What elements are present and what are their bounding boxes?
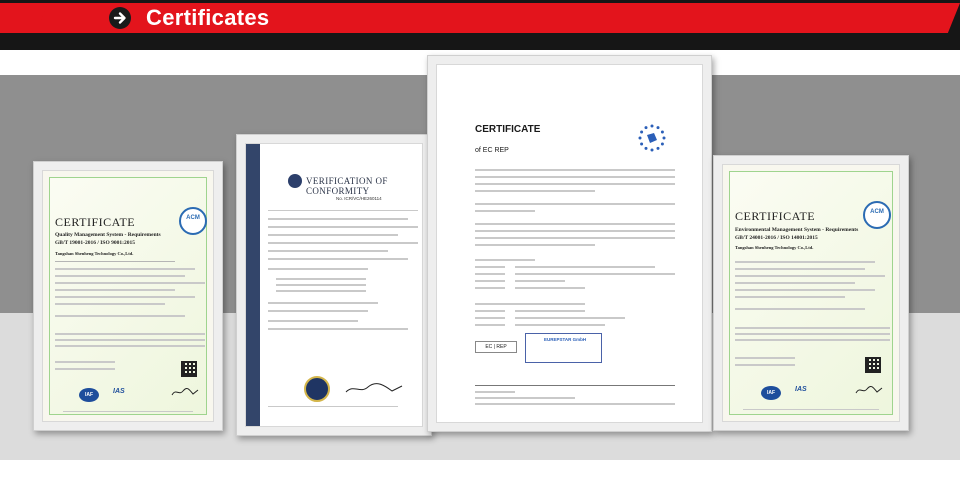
iaf-logo-icon: IAF <box>79 388 99 402</box>
detail-line <box>55 282 205 284</box>
detail-line <box>268 320 358 322</box>
detail-line <box>55 296 195 298</box>
detail-line <box>55 268 195 270</box>
detail-line <box>63 411 193 412</box>
certificate-title: VERIFICATION OF CONFORMITY <box>306 176 388 196</box>
detail-line <box>735 339 890 341</box>
detail-line <box>55 275 185 277</box>
certificate-side-band <box>246 144 260 426</box>
detail-line <box>735 327 890 329</box>
detail-line <box>475 203 675 205</box>
ec-rep-certificate-frame[interactable] <box>427 55 712 432</box>
detail-line <box>735 364 795 366</box>
verification-logo-icon <box>288 174 302 188</box>
detail-line <box>276 284 366 286</box>
detail-line <box>268 210 418 211</box>
detail-line <box>743 409 879 410</box>
detail-line <box>475 391 515 393</box>
detail-line <box>276 278 366 280</box>
signature-icon <box>171 387 199 397</box>
certificate-scheme: Environmental Management System - Requirements <box>735 227 859 233</box>
certificate-title: CERTIFICATE <box>475 124 541 135</box>
detail-line <box>55 368 115 370</box>
detail-line <box>735 296 845 298</box>
iaf-logo-icon: IAF <box>761 386 781 400</box>
detail-line <box>268 242 418 244</box>
detail-line <box>515 317 625 319</box>
detail-line <box>475 324 505 326</box>
acm-badge-icon: ACM <box>863 201 891 229</box>
quality-certificate-frame[interactable] <box>33 161 223 431</box>
detail-line <box>268 268 368 270</box>
detail-line <box>268 302 378 304</box>
arrow-right-circle-icon <box>109 7 131 29</box>
detail-line <box>515 310 585 312</box>
certificate-scheme: Quality Management System - Requirements <box>55 232 161 238</box>
detail-line <box>475 244 595 246</box>
certificate-title: CERTIFICATE <box>735 209 816 223</box>
eu-stars-icon <box>637 123 667 153</box>
detail-line <box>55 333 205 335</box>
detail-line <box>268 328 408 330</box>
detail-line <box>515 266 655 268</box>
verification-certificate-frame[interactable] <box>236 134 432 436</box>
environmental-certificate-frame[interactable] <box>713 155 909 431</box>
detail-line <box>276 290 366 292</box>
detail-line <box>515 324 605 326</box>
detail-line <box>735 308 865 310</box>
detail-line <box>735 268 865 270</box>
verification-certificate-paper <box>245 143 423 427</box>
section-banner <box>0 0 960 52</box>
detail-line <box>268 218 408 220</box>
certificate-holder: Tangshan Shenheng Technology Co.,Ltd. <box>735 245 814 250</box>
detail-line <box>475 287 505 289</box>
ec-rep-certificate-paper <box>436 64 703 423</box>
eurepstar-logo-icon: EUREPSTAR GmbH <box>525 333 602 363</box>
footer-divider <box>475 385 675 386</box>
detail-line <box>475 169 675 171</box>
environmental-certificate-paper <box>722 164 900 422</box>
page-title: Certificates <box>146 5 270 30</box>
detail-line <box>475 230 675 232</box>
detail-line <box>268 250 388 252</box>
detail-line <box>475 190 595 192</box>
detail-line <box>475 397 575 399</box>
detail-line <box>475 280 505 282</box>
detail-line <box>268 406 398 407</box>
signature-icon <box>855 385 883 395</box>
certificate-holder: Tangshan Shenheng Technology Co.,Ltd. <box>55 251 134 256</box>
ias-logo-icon: IAS <box>113 388 125 395</box>
detail-line <box>475 317 505 319</box>
certificate-subtitle: of EC REP <box>475 147 509 154</box>
detail-line <box>268 226 418 228</box>
certificate-standard: GB/T 19001-2016 / ISO 9001:2015 <box>55 240 135 246</box>
detail-line <box>268 258 408 260</box>
signature-icon <box>344 382 404 396</box>
detail-line <box>735 357 795 359</box>
detail-line <box>475 176 675 178</box>
detail-line <box>55 315 185 317</box>
detail-line <box>515 287 585 289</box>
detail-line <box>475 259 535 261</box>
detail-line <box>475 310 505 312</box>
detail-line <box>735 275 885 277</box>
detail-line <box>475 266 505 268</box>
qr-code-icon <box>181 361 197 377</box>
detail-line <box>735 333 890 335</box>
qr-code-icon <box>865 357 881 373</box>
detail-line <box>515 273 675 275</box>
certificate-number: No. ICR/VC/HE260114 <box>336 196 382 201</box>
detail-line <box>55 289 175 291</box>
detail-line <box>268 310 368 312</box>
detail-line <box>268 234 398 236</box>
certificate-title: CERTIFICATE <box>55 215 136 229</box>
detail-line <box>475 183 675 185</box>
detail-line <box>475 403 675 405</box>
detail-line <box>735 261 875 263</box>
detail-line <box>735 289 875 291</box>
detail-line <box>475 303 585 305</box>
seal-icon <box>304 376 330 402</box>
detail-line <box>475 210 535 212</box>
ec-rep-label: EC | REP <box>475 341 517 353</box>
detail-line <box>55 345 205 347</box>
detail-line <box>515 280 565 282</box>
ias-logo-icon: IAS <box>795 386 807 393</box>
quality-certificate-paper <box>42 170 214 422</box>
acm-badge-icon: ACM <box>179 207 207 235</box>
certificate-standard: GB/T 24001-2016 / ISO 14001:2015 <box>735 235 818 241</box>
detail-line <box>55 361 115 363</box>
detail-line <box>55 261 175 262</box>
detail-line <box>475 273 505 275</box>
detail-line <box>55 303 165 305</box>
detail-line <box>735 282 855 284</box>
detail-line <box>475 237 675 239</box>
detail-line <box>475 223 675 225</box>
detail-line <box>55 339 205 341</box>
